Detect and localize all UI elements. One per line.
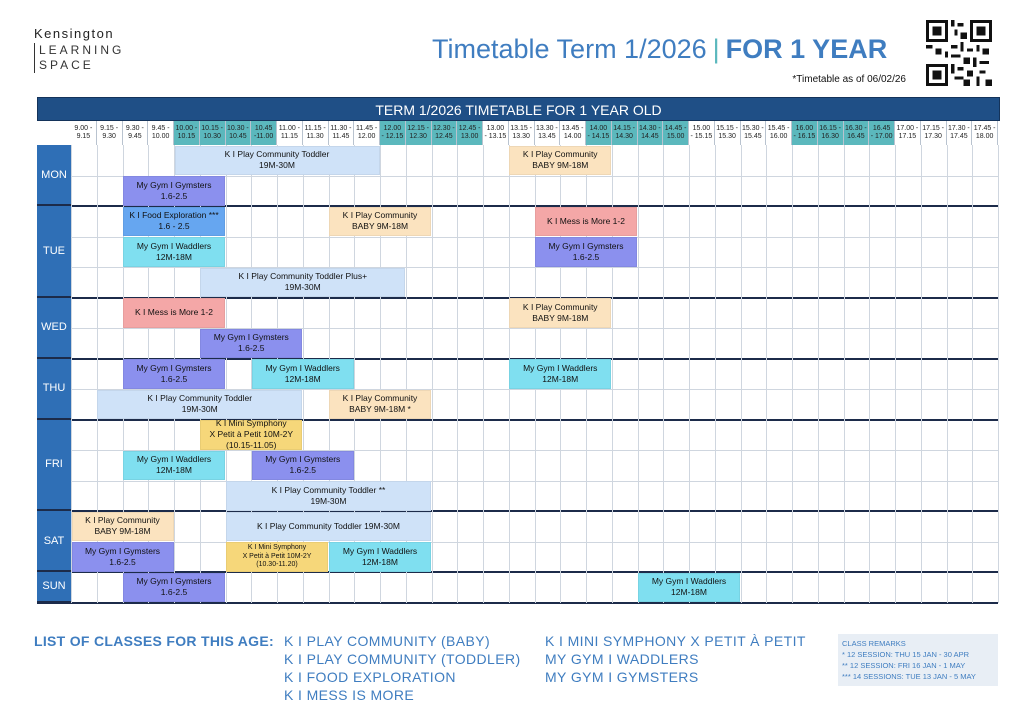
class-block[interactable] [200, 420, 302, 450]
class-list-item: MY GYM I GYMSTERS [545, 669, 699, 685]
class-block[interactable] [123, 176, 225, 206]
class-block[interactable] [123, 298, 225, 328]
class-block-text: My Gym I Gymsters [136, 179, 212, 190]
class-block-text: K I Food Exploration *** [129, 210, 219, 221]
title-separator: | [712, 34, 720, 64]
logo-line-1: Kensington [34, 26, 115, 41]
class-block-text: (10.15-11.05) [226, 440, 277, 451]
class-block[interactable] [175, 146, 380, 176]
class-block-text: K I Play Community Toddler [147, 393, 253, 404]
day-label-fri: FRI [37, 420, 71, 512]
logo-line-3-text: SPACE [39, 58, 94, 72]
class-block-text: My Gym I Waddlers [136, 454, 212, 465]
class-block[interactable] [252, 451, 354, 481]
class-block-text: X Petit à Petit 10M-2Y [209, 429, 294, 440]
class-block[interactable] [72, 512, 174, 542]
remarks-line: * 12 SESSION: THU 15 JAN - 30 APR [842, 650, 969, 659]
day-label-sat: SAT [37, 511, 71, 572]
class-block-text: My Gym I Gymsters [136, 362, 212, 373]
time-slot-header: 11.15 - 11.30 [303, 121, 329, 145]
class-list-item: K I MESS IS MORE [284, 687, 415, 703]
class-block[interactable] [123, 451, 225, 481]
class-block-text: K I Play Community Toddler [224, 149, 330, 160]
timetable-title: TERM 1/2026 TIMETABLE FOR 1 YEAR OLD [37, 97, 1000, 121]
qr-code-icon[interactable] [926, 20, 992, 86]
class-block-text: 12M-18M [284, 373, 321, 384]
class-block[interactable] [226, 512, 431, 542]
class-block[interactable] [123, 359, 225, 389]
class-block-text: 1.6-2.5 [238, 343, 265, 354]
slot-divider [972, 145, 973, 603]
time-slot-header: 11.45 - 12.00 [354, 121, 380, 145]
time-slot-header: 14.45 - 15.00 [663, 121, 689, 145]
class-block-text: BABY 9M-18M [532, 312, 589, 323]
class-block-text: 19M-30M [181, 404, 218, 415]
class-list-item: MY GYM I WADDLERS [545, 651, 699, 667]
class-block-text: (10.30-11.20) [256, 561, 298, 568]
class-block[interactable] [252, 359, 354, 389]
class-block[interactable] [123, 237, 225, 267]
class-block-text: K I Play Community [522, 301, 598, 312]
class-list-item: K I PLAY COMMUNITY (TODDLER) [284, 651, 521, 667]
class-block[interactable] [535, 207, 637, 237]
time-slot-header: 12.45 - 13.00 [457, 121, 483, 145]
timetable [37, 97, 1000, 619]
class-block-text: My Gym I Gymsters [548, 240, 624, 251]
class-block[interactable] [638, 573, 740, 603]
class-block[interactable] [226, 542, 328, 572]
class-block[interactable] [535, 237, 637, 267]
day-label-mon: MON [37, 145, 71, 206]
slot-divider [638, 145, 639, 603]
class-remarks [838, 634, 998, 686]
class-block-text: 12M-18M [542, 373, 579, 384]
class-block-text: My Gym I Gymsters [213, 332, 289, 343]
time-slot-header: 16.30 - 16.45 [844, 121, 870, 145]
class-block-text: K I Play Community [522, 149, 598, 160]
class-list-item: K I PLAY COMMUNITY (BABY) [284, 633, 491, 649]
time-slot-header: 16.00 - 16.15 [792, 121, 818, 145]
slot-divider [663, 145, 664, 603]
class-block[interactable] [226, 481, 431, 511]
slot-divider [766, 145, 767, 603]
time-slot-header: 16.45 - 17.00 [869, 121, 895, 145]
class-block-text: 19M-30M [259, 160, 295, 171]
remarks-line: ** 12 SESSION: FRI 16 JAN - 1 MAY [842, 661, 966, 670]
class-list-heading: LIST OF CLASSES FOR THIS AGE: [34, 633, 274, 649]
slot-divider [432, 145, 433, 603]
time-slot-header: 17.15 - 17.30 [921, 121, 947, 145]
day-label-tue: TUE [37, 206, 71, 298]
class-block-text: K I Play Community [85, 515, 160, 526]
slot-divider [818, 145, 819, 603]
class-block-text: K I Play Community [342, 393, 418, 404]
class-list-item: K I FOOD EXPLORATION [284, 669, 456, 685]
class-block-text: My Gym I Waddlers [523, 362, 598, 373]
timetable-date-note: *Timetable as of 06/02/26 [792, 74, 906, 85]
class-block-text: 12M-18M [671, 587, 707, 598]
class-block-text: K I Play Community Toddler ** [271, 484, 386, 495]
time-slot-header: 12.15 - 12.30 [406, 121, 432, 145]
class-block-text: BABY 9M-18M [532, 160, 589, 171]
time-slot-header: 14.00 - 14.15 [586, 121, 612, 145]
class-block[interactable] [329, 207, 431, 237]
class-block[interactable] [123, 573, 225, 603]
day-label-sun: SUN [37, 572, 71, 603]
slot-divider [998, 145, 999, 603]
class-block-text: K I Mess is More 1-2 [135, 307, 213, 318]
time-slot-header: 16.15 - 16.30 [818, 121, 844, 145]
title-term: Timetable Term 1/2026 [432, 34, 707, 64]
time-slot-header: 15.30 - 15.45 [741, 121, 767, 145]
slot-divider [947, 145, 948, 603]
time-slot-header: 15.00 - 15.15 [689, 121, 715, 145]
slot-divider [792, 145, 793, 603]
class-block[interactable] [200, 268, 405, 298]
class-list-item: K I MINI SYMPHONY X PETIT À PETIT [545, 633, 806, 649]
time-slot-header: 17.00 - 17.15 [895, 121, 921, 145]
class-block-text: 1.6 - 2.5 [158, 221, 190, 232]
class-block-text: 1.6-2.5 [160, 190, 188, 201]
class-block-text: K I Play Community Toddler Plus+ [238, 271, 368, 282]
time-slot-header: 11.00 - 11.15 [277, 121, 303, 145]
remarks-title: CLASS REMARKS [842, 639, 906, 648]
class-block[interactable] [72, 542, 174, 572]
slot-divider [457, 145, 458, 603]
class-block[interactable] [329, 542, 431, 572]
class-block-text: K I Play Community [342, 210, 418, 221]
time-slot-header: 14.30 - 14.45 [638, 121, 664, 145]
slot-divider [895, 145, 896, 603]
slot-divider [921, 145, 922, 603]
time-slot-header: 15.15 - 15.30 [715, 121, 741, 145]
class-block-text: My Gym I Gymsters [136, 576, 212, 587]
class-block[interactable] [509, 298, 611, 328]
time-slot-header: 13.00 - 13.15 [483, 121, 509, 145]
class-block-text: My Gym I Gymsters [265, 454, 341, 465]
class-block-text: My Gym I Waddlers [265, 362, 340, 373]
class-block-text: 1.6-2.5 [109, 556, 136, 567]
time-slot-header: 9.15 - 9.30 [97, 121, 123, 145]
slot-divider [483, 145, 484, 603]
remarks-line: *** 14 SESSIONS: TUE 13 JAN - 5 MAY [842, 672, 976, 681]
time-slot-header: 13.45 - 14.00 [560, 121, 586, 145]
time-slot-header: 10.30 - 10.45 [226, 121, 252, 145]
class-block-text: My Gym I Gymsters [84, 545, 161, 556]
title-age: FOR 1 YEAR [725, 34, 888, 64]
slot-divider [844, 145, 845, 603]
class-block-text: K I Mess is More 1-2 [547, 215, 625, 226]
class-block-text: 1.6-2.5 [289, 465, 316, 476]
class-block-text: 19M-30M [310, 495, 347, 506]
time-slot-header: 9.30 - 9.45 [123, 121, 149, 145]
day-label-thu: THU [37, 359, 71, 420]
day-label-wed: WED [37, 298, 71, 359]
class-block-text: 1.6-2.5 [160, 373, 188, 384]
time-slot-header: 11.30 - 11.45 [329, 121, 355, 145]
class-block-text: X Petit à Petit 10M-2Y [242, 552, 312, 560]
logo [34, 26, 164, 73]
time-slot-header: 13.15 - 13.30 [509, 121, 535, 145]
class-block-text: 19M-30M [284, 282, 321, 293]
class-block-text: BABY 9M-18M [351, 221, 409, 232]
class-block-text: 12M-18M [156, 465, 192, 476]
time-slot-header: 9.00 - 9.15 [71, 121, 97, 145]
class-block-text: My Gym I Waddlers [342, 545, 418, 556]
slot-divider [869, 145, 870, 603]
time-slot-header: 17.45 - 18.00 [972, 121, 998, 145]
time-slot-header: 10.15 - 10.30 [200, 121, 226, 145]
time-slot-header: 17.30 - 17.45 [947, 121, 973, 145]
time-slot-header: 15.45 - 16.00 [766, 121, 792, 145]
class-block-text: K I Mini Symphony [215, 418, 287, 429]
slot-divider [689, 145, 690, 603]
time-slot-header: 13.30 - 13.45 [535, 121, 561, 145]
class-block-text: K I Play Community Toddler 19M-30M [257, 520, 400, 531]
class-block-text: K I Mini Symphony [247, 544, 307, 551]
class-block[interactable] [509, 359, 611, 389]
class-block[interactable] [200, 329, 302, 359]
time-slot-header: 12.30 - 12.45 [432, 121, 458, 145]
class-block[interactable] [123, 207, 225, 237]
time-slot-header: 10.45 -11.00 [251, 121, 277, 145]
time-slot-header: 10.00 - 10.15 [174, 121, 200, 145]
time-slot-header: 9.45 - 10.00 [148, 121, 174, 145]
class-block-text: 12M-18M [156, 251, 192, 262]
day-divider [37, 510, 998, 512]
class-block[interactable] [509, 146, 611, 176]
page-title [432, 34, 887, 65]
class-block-text: BABY 9M-18M * [349, 404, 411, 415]
class-block-text: 1.6-2.5 [572, 251, 600, 262]
class-block[interactable] [97, 390, 302, 420]
class-block-text: My Gym I Waddlers [651, 576, 727, 587]
logo-line-2 [34, 43, 164, 73]
time-slot-header: 12.00 - 12.15 [380, 121, 406, 145]
class-block-text: My Gym I Waddlers [136, 240, 212, 251]
slot-divider [715, 145, 716, 603]
time-slot-header: 14.15 - 14.30 [612, 121, 638, 145]
class-block-text: BABY 9M-18M [94, 526, 151, 537]
class-block-text: 12M-18M [362, 556, 398, 567]
logo-line-2-text: LEARNING [39, 43, 125, 57]
class-block-text: 1.6-2.5 [160, 587, 188, 598]
slot-divider [741, 145, 742, 603]
class-block[interactable] [329, 390, 431, 420]
